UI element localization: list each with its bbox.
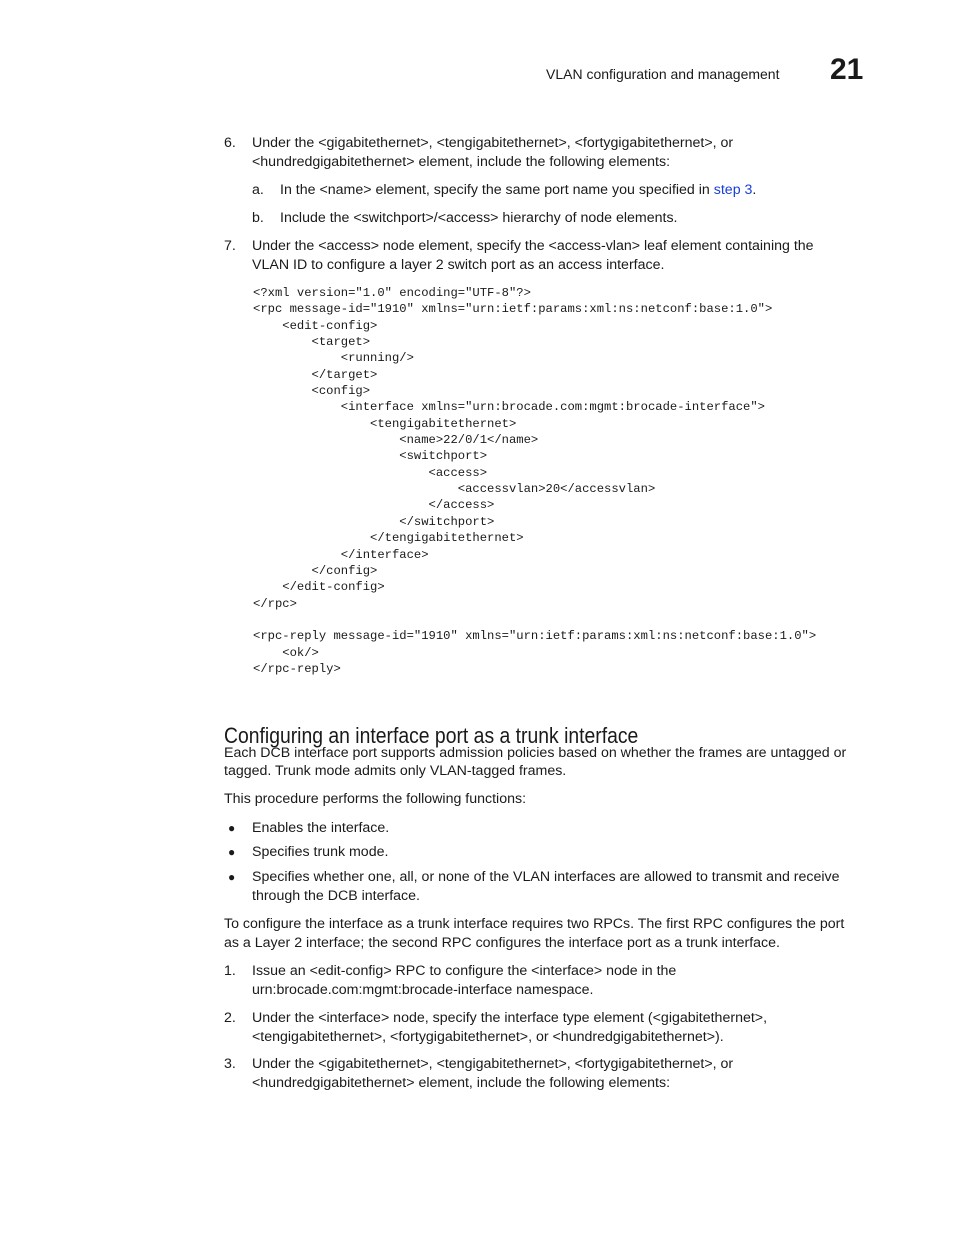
paragraph-line: tagged. Trunk mode admits only VLAN-tagged frames. [224, 763, 567, 779]
step-text-line: urn:brocade.com:mgmt:brocade-interface namespace. [252, 982, 594, 998]
substep-letter: a. [252, 182, 264, 198]
substep-text-after: . [752, 182, 757, 198]
paragraph-line: This procedure performs the following functions: [224, 791, 527, 807]
step-text-line: <hundredgigabitethernet> element, include the following elements: [252, 1075, 671, 1091]
step-number: 2. [224, 1010, 236, 1026]
step-text-line: Issue an <edit-config> RPC to configure the <interface> node in the [252, 963, 677, 979]
section-heading: Configuring an interface port as a trunk interface [224, 723, 639, 749]
step-text-line: Under the <access> node element, specify the <access-vlan> leaf element containing the [252, 238, 814, 254]
step-text-line: <tengigabitethernet>, <fortygigabitethernet>, or <hundredgigabitethernet>). [252, 1029, 724, 1045]
bullet-icon: ● [228, 870, 236, 884]
substep-text: Include the <switchport>/<access> hierarchy of node elements. [280, 210, 678, 226]
step-number: 3. [224, 1056, 236, 1072]
xml-code-block: <?xml version="1.0" encoding="UTF-8"?> <rpc message-id="1910" xmlns="urn:ietf:params:xml:ns:netconf:base:1.0"> <edit-config> <target> <running/> </target> <config> <interface xmlns="urn:brocade.com:mgmt:brocade-interface"> <tengigabitethernet> <name>22/0/1</name> <switchport> <access> <accessvlan>20</accessvlan> </access> </switchport> </tengigabitethernet> </interface> </config> </edit-config> </rpc> <rpc-reply message-id="1910" xmlns="urn:ietf:params:xml:ns:netconf:base:1.0"> <ok/> </rpc-reply> [253, 286, 817, 676]
bullet-text: Specifies whether one, all, or none of the VLAN interfaces are allowed to transmit and receive [252, 869, 840, 885]
step-text-line: VLAN ID to configure a layer 2 switch port as an access interface. [252, 257, 665, 273]
bullet-text: through the DCB interface. [252, 888, 420, 904]
step-number: 7. [224, 238, 236, 254]
step-text-line: <hundredgigabitethernet> element, include the following elements: [252, 154, 671, 170]
paragraph-line: Each DCB interface port supports admission policies based on whether the frames are untagged or [224, 745, 847, 761]
substep-letter: b. [252, 210, 264, 226]
chapter-number: 21 [830, 53, 864, 86]
step-number: 6. [224, 135, 236, 151]
bullet-icon: ● [228, 845, 236, 859]
substep-text-before: In the <name> element, specify the same port name you specified in [280, 182, 714, 198]
step-text-line: Under the <gigabitethernet>, <tengigabitethernet>, <fortygigabitethernet>, or [252, 1056, 734, 1072]
step-number: 1. [224, 963, 236, 979]
bullet-text: Enables the interface. [252, 820, 390, 836]
substep-text [280, 181, 756, 200]
paragraph-line: as a Layer 2 interface; the second RPC configures the interface port as a trunk interface. [224, 935, 780, 951]
step-3-link[interactable]: step 3 [713, 182, 753, 198]
running-header-title: VLAN configuration and management [546, 66, 780, 82]
step-text-line: Under the <interface> node, specify the interface type element (<gigabitethernet>, [252, 1010, 768, 1026]
step-text-line: Under the <gigabitethernet>, <tengigabitethernet>, <fortygigabitethernet>, or [252, 135, 734, 151]
bullet-icon: ● [228, 821, 236, 835]
paragraph-line: To configure the interface as a trunk interface requires two RPCs. The first RPC configures the port [224, 916, 845, 932]
bullet-text: Specifies trunk mode. [252, 844, 389, 860]
